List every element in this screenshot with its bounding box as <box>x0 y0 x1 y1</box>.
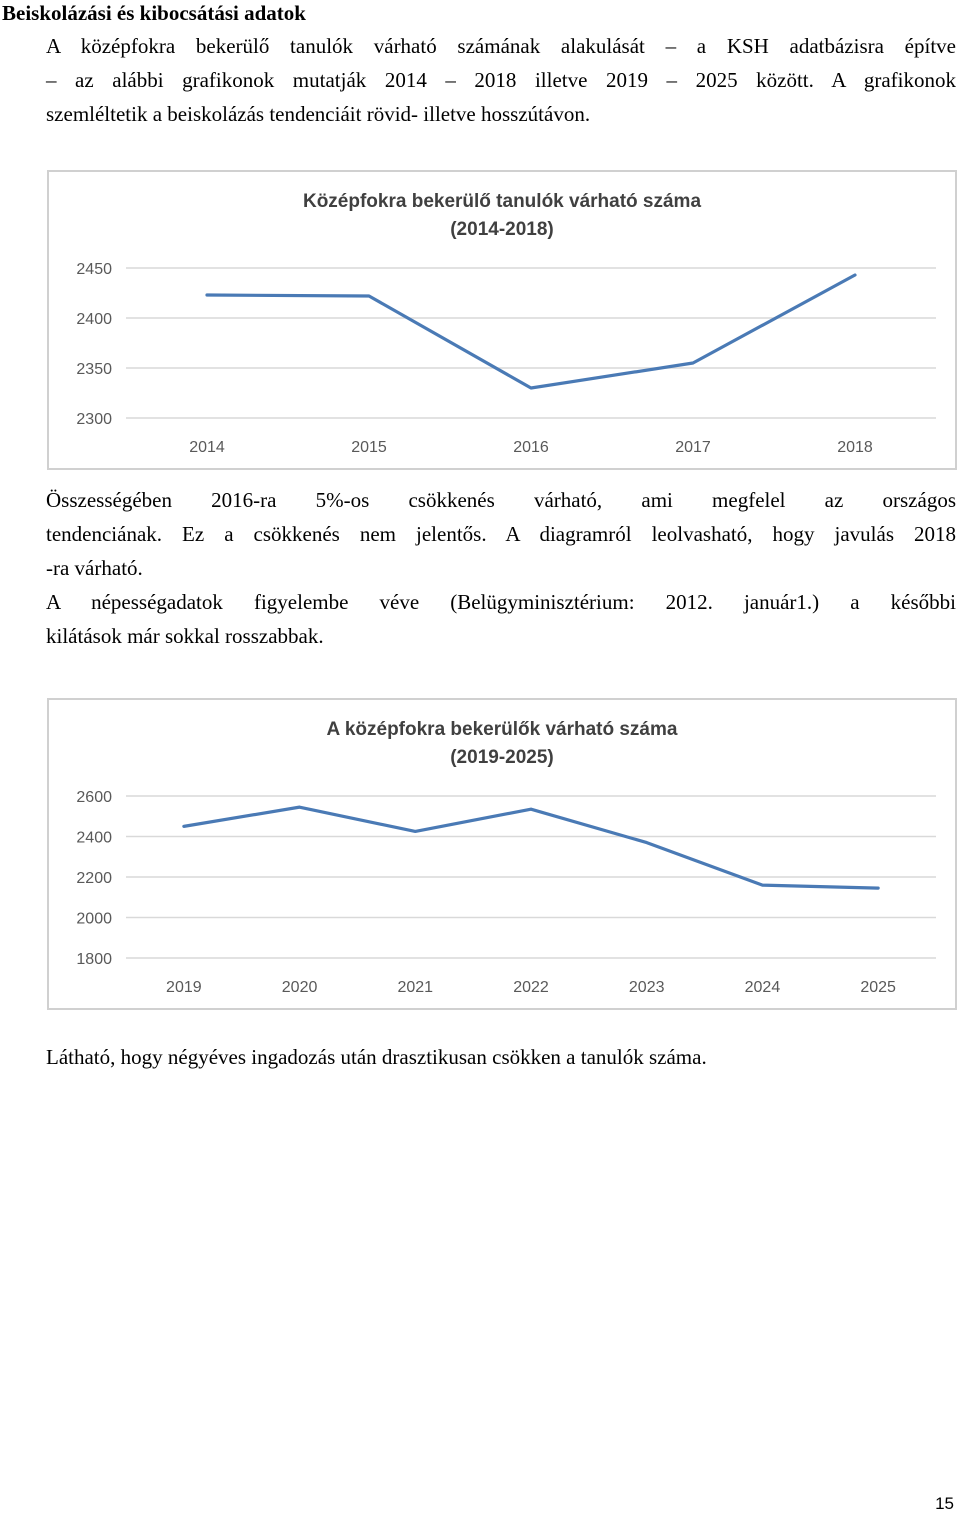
intro-line-3: szemléltetik a beiskolázás tendenciáit rövid- illetve hosszútávon. <box>46 102 591 126</box>
chart2-title-line2: (2019-2025) <box>450 747 554 768</box>
intro-line-2: – az alábbi grafikonok mutatják 2014 – 2018 illetve 2019 – 2025 között. A grafikonok <box>46 68 956 92</box>
section-heading: Beiskolázási és kibocsátási adatok <box>2 1 306 25</box>
chart2-y-tick-label: 2600 <box>76 789 112 806</box>
analysis-line-3: -ra várható. <box>46 556 143 580</box>
chart2-x-tick-label: 2020 <box>281 979 318 996</box>
chart1-x-tick-label: 2018 <box>837 439 873 456</box>
analysis-line-2: tendenciának. Ez a csökkenés nem jelentős. A diagramról leolvasható, hogy javulás 2018 <box>46 522 956 546</box>
chart1-y-tick-label: 2300 <box>76 411 112 428</box>
chart1-x-tick-label: 2016 <box>513 439 549 456</box>
chart2-plot <box>49 700 955 1008</box>
analysis-line-5: kilátások már sokkal rosszabbak. <box>46 624 324 648</box>
chart1-y-tick-label: 2350 <box>76 361 112 378</box>
intro-paragraph <box>46 29 956 131</box>
chart1-series-line <box>207 275 855 388</box>
chart2-y-tick-label: 1800 <box>76 951 112 968</box>
chart1-title-line2: (2014-2018) <box>450 219 554 240</box>
chart1-plot <box>49 172 955 468</box>
chart2-x-tick-label: 2021 <box>397 979 434 996</box>
chart2-series-line <box>184 807 878 888</box>
chart-2019-2025 <box>47 698 957 1010</box>
chart2-x-tick-label: 2025 <box>860 979 896 996</box>
chart1-x-tick-label: 2014 <box>189 439 225 456</box>
chart2-x-tick-label: 2022 <box>513 979 549 996</box>
chart1-title-line1: Középfokra bekerülő tanulók várható száma <box>302 191 702 212</box>
chart2-title-line1: A középfokra bekerülők várható száma <box>326 719 678 740</box>
chart1-x-tick-label: 2015 <box>351 439 387 456</box>
page-number: 15 <box>935 1494 954 1513</box>
chart2-y-tick-label: 2000 <box>76 910 112 928</box>
analysis-paragraph <box>46 483 956 653</box>
chart2-x-tick-label: 2023 <box>628 979 665 996</box>
chart1-x-tick-label: 2017 <box>675 439 711 456</box>
analysis-line-1: Összességében 2016-ra 5%-os csökkenés várható, ami megfelel az országos <box>46 488 956 512</box>
intro-line-1: A középfokra bekerülő tanulók várható számának alakulását – a KSH adatbázisra építve <box>46 34 956 58</box>
chart2-x-tick-label: 2024 <box>744 979 781 996</box>
chart-2014-2018 <box>47 170 957 470</box>
chart2-y-tick-label: 2400 <box>76 829 112 847</box>
chart2-x-tick-label: 2019 <box>166 979 202 996</box>
chart1-y-tick-label: 2450 <box>76 261 112 278</box>
analysis-line-4: A népességadatok figyelembe véve (Belügyminisztérium: 2012. január1.) a későbbi <box>46 590 956 614</box>
chart1-y-tick-label: 2400 <box>76 311 112 328</box>
conclusion-line: Látható, hogy négyéves ingadozás után drasztikusan csökken a tanulók száma. <box>46 1045 707 1069</box>
chart2-y-tick-label: 2200 <box>76 870 112 887</box>
conclusion-paragraph <box>46 1040 956 1074</box>
